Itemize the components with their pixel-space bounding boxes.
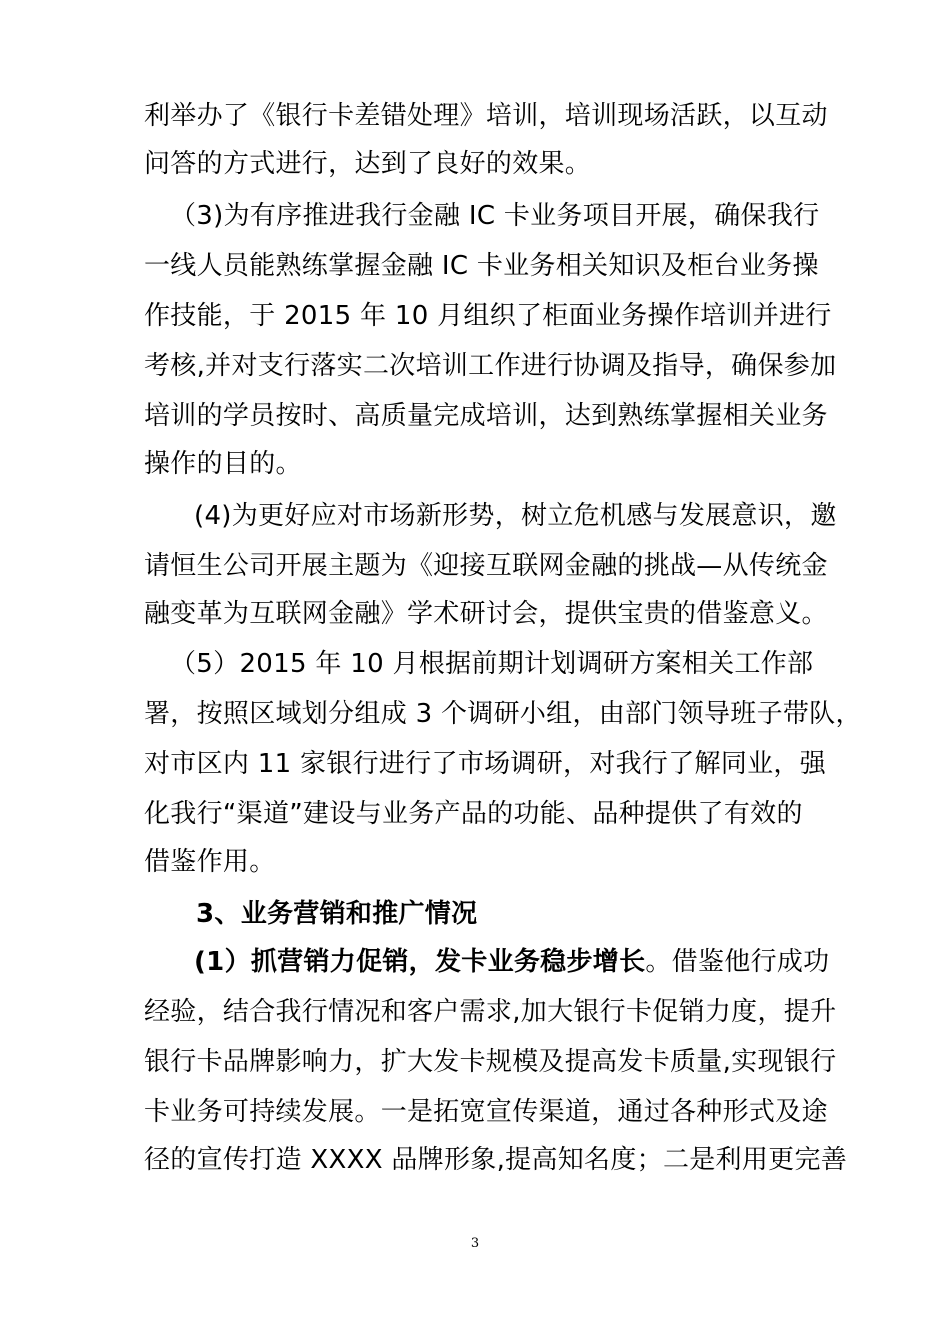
- text-line: 署，按照区域划分组成 3 个调研小组，由部门领导班子带队，: [144, 699, 862, 729]
- paragraph-lead-bold: (1）抓营销力促销，发卡业务稳步增长: [194, 947, 646, 977]
- page-number: 3: [470, 1236, 480, 1251]
- text-line: 利举办了《银行卡差错处理》培训，培训现场活跃，以互动: [144, 101, 828, 131]
- paragraph-lead-line: [194, 944, 829, 980]
- text-line: 操作的目的。: [144, 449, 302, 479]
- text-line: （5）2015 年 10 月根据前期计划调研方案相关工作部: [170, 649, 814, 679]
- section-heading: 3、业务营销和推广情况: [196, 899, 478, 929]
- text-line: 请恒生公司开展主题为《迎接互联网金融的挑战—从传统金: [144, 551, 828, 581]
- text-line: (4)为更好应对市场新形势，树立危机感与发展意识，邀: [194, 501, 837, 531]
- text-line: 借鉴作用。: [144, 847, 276, 877]
- text-line: 培训的学员按时、高质量完成培训，达到熟练掌握相关业务: [144, 401, 828, 431]
- text-line: 一线人员能熟练掌握金融 IC 卡业务相关知识及柜台业务操: [144, 251, 819, 281]
- text-line: 经验，结合我行情况和客户需求,加大银行卡促销力度，提升: [144, 997, 837, 1027]
- paragraph-lead-rest: 。借鉴他行成功: [645, 947, 830, 977]
- text-line: 作技能，于 2015 年 10 月组织了柜面业务操作培训并进行: [144, 301, 832, 331]
- text-line: 融变革为互联网金融》学术研讨会，提供宝贵的借鉴意义。: [144, 599, 828, 629]
- text-line: 径的宣传打造 XXXX 品牌形象,提高知名度；二是利用更完善: [144, 1145, 848, 1175]
- text-line: 银行卡品牌影响力，扩大发卡规模及提高发卡质量,实现银行: [144, 1047, 837, 1077]
- text-line: 化我行“渠道”建设与业务产品的功能、品种提供了有效的: [144, 799, 803, 829]
- text-line: 对市区内 11 家银行进行了市场调研，对我行了解同业，强: [144, 749, 827, 779]
- text-line: 考核,并对支行落实二次培训工作进行协调及指导，确保参加: [144, 351, 837, 381]
- text-line: 问答的方式进行，达到了良好的效果。: [144, 149, 592, 179]
- text-line: （3)为有序推进我行金融 IC 卡业务项目开展，确保我行: [170, 201, 820, 231]
- text-line: 卡业务可持续发展。一是拓宽宣传渠道，通过各种形式及途: [144, 1097, 828, 1127]
